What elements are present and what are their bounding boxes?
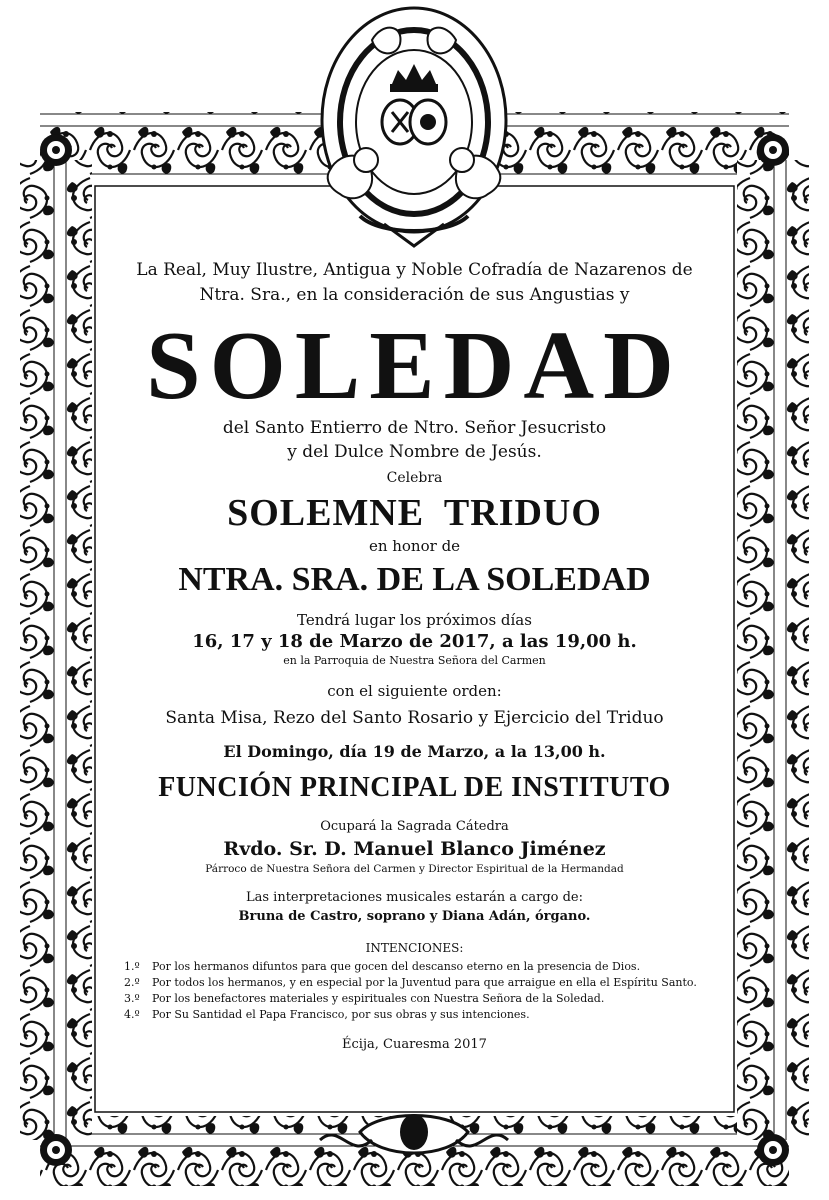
announcement-body	[112, 258, 717, 1053]
preacher-intro: Ocupará la Sagrada Cátedra	[320, 818, 509, 834]
preacher-role: Párroco de Nuestra Señora del Carmen y Director Espiritual de la Hermandad	[205, 863, 624, 876]
list-item-text: Por los benefactores materiales y espirituales con Nuestra Señora de la Soledad.	[152, 992, 605, 1006]
intentions-list	[112, 959, 717, 1023]
list-item	[124, 975, 717, 991]
intro-line-1: La Real, Muy Ilustre, Antigua y Noble Cofradía de Nazarenos de	[136, 260, 693, 280]
celebra-text: Celebra	[386, 470, 443, 486]
place-date: Écija, Cuaresma 2017	[342, 1037, 487, 1053]
list-item-number: 1.º	[124, 960, 140, 974]
list-item	[124, 991, 717, 1007]
list-item-number: 2.º	[124, 976, 140, 990]
list-item	[124, 959, 717, 975]
days-intro: Tendrá lugar los próximos días	[297, 610, 532, 629]
list-item-text: Por todos los hermanos, y en especial por la Juventud para que arraigue en ella el Espíritu Santo.	[152, 976, 697, 990]
intro-line-2: Ntra. Sra., en la consideración de sus Angustias y	[199, 285, 630, 305]
sunday-schedule: El Domingo, día 19 de Marzo, a la 13,00 h.	[223, 741, 606, 761]
list-item-number: 4.º	[124, 1008, 140, 1022]
honor-text: en honor de	[368, 536, 461, 555]
event-location: en la Parroquia de Nuestra Señora del Carmen	[283, 654, 546, 668]
main-title: SOLEDAD	[146, 312, 683, 420]
event-order: Santa Misa, Rezo del Santo Rosario y Ejercicio del Triduo	[165, 707, 664, 728]
list-item-number: 3.º	[124, 992, 140, 1006]
list-item-text: Por los hermanos difuntos para que gocen del descanso eterno en la presencia de Dios.	[152, 960, 641, 974]
event-name: SOLEMNE TRIDUO	[227, 491, 602, 534]
preacher-name: Rvdo. Sr. D. Manuel Blanco Jiménez	[223, 838, 606, 861]
music-intro: Las interpretaciones musicales estarán a cargo de:	[245, 889, 584, 905]
subtitle-line-2: y del Dulce Nombre de Jesús.	[287, 442, 542, 462]
list-item	[124, 1007, 717, 1023]
event-days: 16, 17 y 18 de Marzo de 2017, a las 19,00 h.	[192, 630, 637, 652]
honoree-name: NTRA. SRA. DE LA SOLEDAD	[178, 560, 651, 598]
principal-function: FUNCIÓN PRINCIPAL DE INSTITUTO	[158, 772, 671, 804]
subtitle-line-1: del Santo Entierro de Ntro. Señor Jesucristo	[222, 418, 607, 438]
music-performers: Bruna de Castro, soprano y Diana Adán, órgano.	[238, 909, 591, 925]
order-intro: con el siguiente orden:	[327, 681, 502, 700]
intentions-title: INTENCIONES:	[365, 940, 464, 955]
list-item-text: Por Su Santidad el Papa Francisco, por sus obras y sus intenciones.	[152, 1008, 530, 1022]
